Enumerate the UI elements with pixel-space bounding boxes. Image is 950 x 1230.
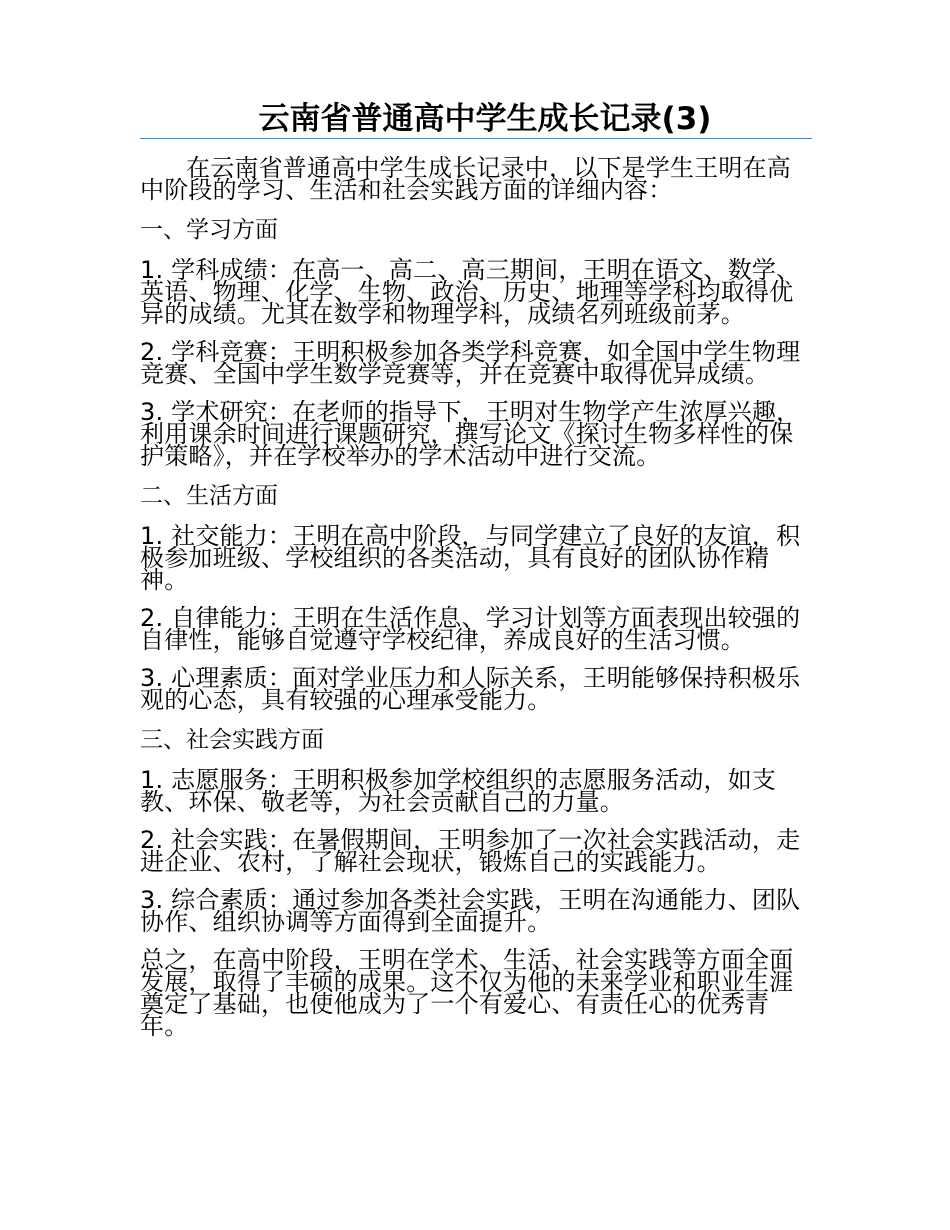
section-item: 3. 综合素质：通过参加各类社会实践，王明在沟通能力、团队协作、组织协调等方面得到全面提升。 [140,886,801,936]
section-heading: 二、生活方面 [140,483,278,509]
section-item: 2. 学科竞赛：王明积极参加各类学科竞赛，如全国中学生物理竞赛、全国中学生数学竞赛等，并在竞赛中取得优异成绩。 [140,338,801,388]
intro-paragraph: 在云南省普通高中学生成长记录中，以下是学生王明在高中阶段的学习、生活和社会实践方面的详细内容： [140,154,791,204]
section-item: 1. 学科成绩：在高一、高二、高三期间，王明在语文、数学、英语、物理、化学、生物、政治、历史、地理等学科均取得优异的成绩。尤其在数学和物理学科，成绩名列班级前茅。 [140,256,801,328]
section-heading: 三、社会实践方面 [140,727,324,753]
section-item: 1. 社交能力：王明在高中阶段，与同学建立了良好的友谊，积极参加班级、学校组织的各类活动，具有良好的团队协作精神。 [140,522,801,594]
section-study [140,217,812,470]
section-item: 3. 学术研究：在老师的指导下，王明对生物学产生浓厚兴趣，利用课余时间进行课题研究，撰写论文《探讨生物多样性的保护策略》，并在学校举办的学术活动中进行交流。 [140,398,801,470]
section-heading: 一、学习方面 [140,217,278,243]
section-social-practice [140,727,812,936]
section-life [140,483,812,714]
section-item: 2. 社会实践：在暑假期间，王明参加了一次社会实践活动，走进企业、农村，了解社会现状，锻炼自己的实践能力。 [140,826,801,876]
title-underline [140,138,812,139]
section-item: 2. 自律能力：王明在生活作息、学习计划等方面表现出较强的自律性，能够自觉遵守学校纪律，养成良好的生活习惯。 [140,604,801,654]
section-item: 3. 心理素质：面对学业压力和人际关系，王明能够保持积极乐观的心态，具有较强的心理承受能力。 [140,664,801,714]
section-item: 1. 志愿服务：王明积极参加学校组织的志愿服务活动，如支教、环保、敬老等，为社会贡献自己的力量。 [140,766,777,816]
document-title: 云南省普通高中学生成长记录(3) [258,101,712,137]
conclusion-paragraph: 总之，在高中阶段，王明在学术、生活、社会实践等方面全面发展，取得了丰硕的成果。这不仅为他的未来学业和职业生涯奠定了基础，也使他成为了一个有爱心、有责任心的优秀青年。 [140,946,794,1040]
document-page [140,100,812,1053]
